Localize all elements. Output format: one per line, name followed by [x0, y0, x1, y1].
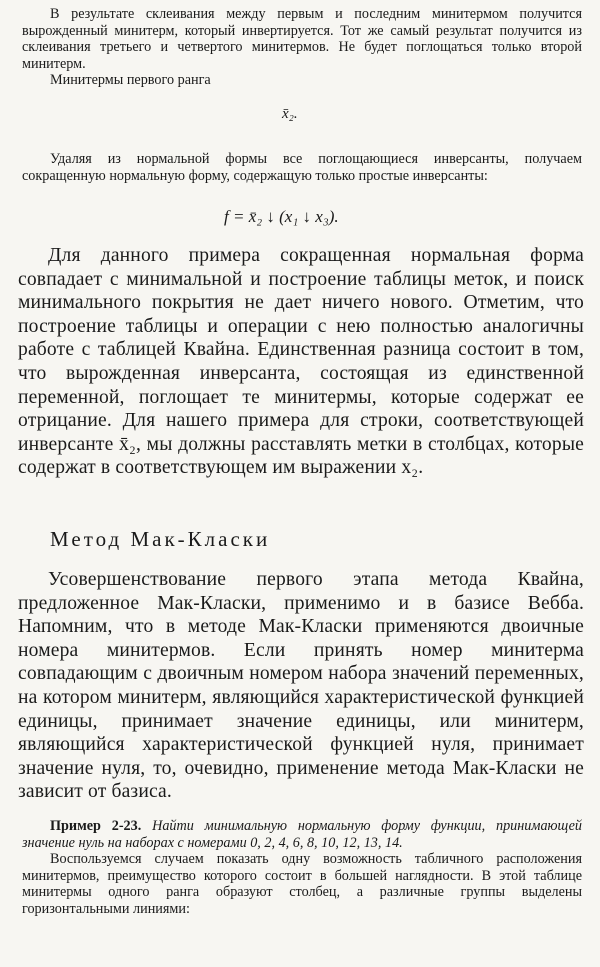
paragraph-gluing: В результате склеивания между первым и последним минитермом получится вырожденный минитерм, который инвертируется. Тот же самый результат получится из склеивания третьего и четвертого минитермов. Не будет поглощаться только второй минитерм. [22, 6, 582, 72]
formula-rank-one: x̄₂. [282, 106, 298, 122]
example-paragraph [22, 818, 582, 851]
paragraph-example-discussion-text: Для данного примера сокращенная нормальная форма совпадает с минимальной и построение таблицы меток, и поиск минимального покрытия не дает ничего нового. Отметим, что построение таблицы и операции с нею полностью аналогичны работе с таблицей Квайна. Единственная разница состоит в том, что вырожденная инверсанта, состоящая из единственной переменной, поглощает те минитермы, которые содержат ее отрицание. Для нашего примера для строки, соответствующей инверсанте x̄₂, мы должны расставлять метки в столбцах, которые содержат в соответствующем им выражении x₂. [18, 245, 584, 479]
paragraph-removal-text: Удаляя из нормальной формы все поглощающиеся инверсанты, получаем сокращенную нормальную форму, содержащую только простые инверсанты: [22, 151, 582, 184]
paragraph-rank-label: Минитермы первого ранга [50, 72, 211, 88]
example-text: Найти минимальную нормальную форму функции, принимающей значение нуль на наборах с номерами 0, 2, 4, 6, 8, 10, 12, 13, 14. [22, 818, 583, 851]
paragraph-example-discussion [18, 244, 584, 480]
paragraph-mcclusky [18, 568, 584, 804]
paragraph-table-layout: Воспользуемся случаем показать одну возможность табличного расположения минитермов, преимущество которого состоит в большей наглядности. В этой таблице минитермы одного ранга образуют столбец, а различные группы выделены горизонтальными линиями: [22, 851, 582, 917]
example-block [22, 818, 582, 917]
paragraph-removal [22, 151, 582, 184]
paragraph-intro [22, 6, 582, 89]
formula-main: f = x̄₂ ↓ (x₁ ↓ x₃). [224, 207, 339, 226]
section-heading: Метод Мак-Класки [50, 527, 271, 551]
example-label: Пример 2-23. [50, 818, 142, 834]
paragraph-mcclusky-text: Усовершенствование первого этапа метода Квайна, предложенное Мак-Класки, применимо и в базисе Вебба. Напомним, что в методе Мак-Класки применяются двоичные номера минитермов. Если принять номер минитерма совпадающим с двоичным номером набора значений переменных, на котором минитерм, являющийся характеристической функцией единицы, принимает значение единицы, или минитерм, являющийся характеристической функцией нуля, принимает значение нуля, то, очевидно, применение метода Мак-Класки не зависит от базиса. [18, 569, 584, 803]
